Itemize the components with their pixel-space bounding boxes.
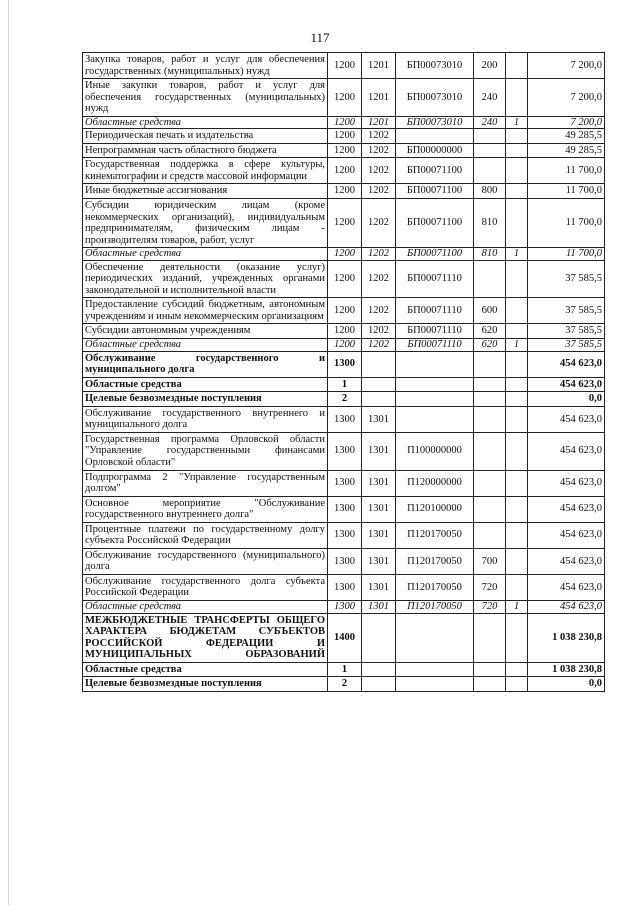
row-name: Субсидии автономным учреждениям xyxy=(83,324,328,339)
row-amount: 37 585,5 xyxy=(528,298,605,324)
row-target-article: БП00071100 xyxy=(396,158,474,184)
table-row xyxy=(83,574,605,600)
row-subsection: 1301 xyxy=(362,496,396,522)
row-amount: 11 700,0 xyxy=(528,184,605,199)
row-expense-type: 810 xyxy=(474,248,506,261)
row-section: 1200 xyxy=(328,143,362,158)
row-section: 2 xyxy=(328,392,362,407)
row-amount: 49 285,5 xyxy=(528,143,605,158)
row-source xyxy=(506,79,528,117)
row-source xyxy=(506,662,528,677)
row-subsection: 1301 xyxy=(362,548,396,574)
row-expense-type: 720 xyxy=(474,574,506,600)
row-target-article: П120170050 xyxy=(396,548,474,574)
row-amount: 454 623,0 xyxy=(528,548,605,574)
row-source: 1 xyxy=(506,600,528,613)
row-expense-type: 800 xyxy=(474,184,506,199)
row-expense-type xyxy=(474,260,506,298)
row-name: Предоставление субсидий бюджетным, автономным учреждениям и иным некоммерческим организациям xyxy=(83,298,328,324)
row-name: Областные средства xyxy=(83,600,328,613)
row-expense-type: 810 xyxy=(474,199,506,248)
row-section: 1300 xyxy=(328,432,362,470)
row-name: Периодическая печать и издательства xyxy=(83,129,328,144)
row-target-article xyxy=(396,129,474,144)
table-row xyxy=(83,53,605,79)
row-name: Государственная программа Орловской области "Управление государственными финансами Орловской области" xyxy=(83,432,328,470)
row-target-article: БП00071100 xyxy=(396,199,474,248)
row-subsection: 1202 xyxy=(362,248,396,261)
row-source xyxy=(506,351,528,377)
row-name: Обеспечение деятельности (оказание услуг) периодических изданий, учрежденных органами законодательной и исполнительной власти xyxy=(83,260,328,298)
row-subsection: 1202 xyxy=(362,143,396,158)
table-row xyxy=(83,613,605,662)
budget-table xyxy=(82,52,605,692)
row-subsection: 1201 xyxy=(362,116,396,129)
row-name: Обслуживание государственного и муниципального долга xyxy=(83,351,328,377)
table-row xyxy=(83,600,605,613)
row-source xyxy=(506,53,528,79)
row-section: 1200 xyxy=(328,53,362,79)
row-expense-type xyxy=(474,662,506,677)
row-section: 1300 xyxy=(328,522,362,548)
row-section: 1200 xyxy=(328,298,362,324)
row-section: 1200 xyxy=(328,116,362,129)
row-source xyxy=(506,677,528,692)
row-subsection: 1201 xyxy=(362,79,396,117)
row-source xyxy=(506,324,528,339)
row-target-article: П120170050 xyxy=(396,522,474,548)
row-amount: 454 623,0 xyxy=(528,522,605,548)
row-target-article xyxy=(396,677,474,692)
row-target-article xyxy=(396,613,474,662)
table-row xyxy=(83,129,605,144)
row-target-article: БП00071110 xyxy=(396,339,474,352)
row-subsection: 1301 xyxy=(362,600,396,613)
row-amount: 7 200,0 xyxy=(528,79,605,117)
row-amount: 37 585,5 xyxy=(528,339,605,352)
row-subsection: 1202 xyxy=(362,158,396,184)
row-section: 1200 xyxy=(328,184,362,199)
row-name: Закупка товаров, работ и услуг для обеспечения государственных (муниципальных) нужд xyxy=(83,53,328,79)
table-row xyxy=(83,392,605,407)
row-section: 2 xyxy=(328,677,362,692)
row-expense-type xyxy=(474,158,506,184)
table-row xyxy=(83,377,605,392)
row-section: 1200 xyxy=(328,248,362,261)
table-row xyxy=(83,548,605,574)
row-section: 1200 xyxy=(328,199,362,248)
table-row xyxy=(83,406,605,432)
row-target-article xyxy=(396,377,474,392)
row-subsection xyxy=(362,392,396,407)
row-target-article xyxy=(396,662,474,677)
row-expense-type xyxy=(474,143,506,158)
row-amount: 454 623,0 xyxy=(528,496,605,522)
row-target-article: БП00071110 xyxy=(396,298,474,324)
row-amount: 49 285,5 xyxy=(528,129,605,144)
row-expense-type xyxy=(474,522,506,548)
row-name: Областные средства xyxy=(83,662,328,677)
row-target-article: П120000000 xyxy=(396,470,474,496)
row-expense-type xyxy=(474,470,506,496)
row-target-article: БП00071100 xyxy=(396,248,474,261)
table-row xyxy=(83,184,605,199)
row-expense-type xyxy=(474,496,506,522)
row-name: Субсидии юридическим лицам (кроме некоммерческих организаций), индивидуальным предпринимателям, физическим лицам - производителям товаров, работ, услуг xyxy=(83,199,328,248)
row-section: 1400 xyxy=(328,613,362,662)
row-subsection: 1301 xyxy=(362,406,396,432)
row-section: 1200 xyxy=(328,79,362,117)
row-source xyxy=(506,199,528,248)
row-target-article: П120170050 xyxy=(396,574,474,600)
row-name: Областные средства xyxy=(83,377,328,392)
row-name: Обслуживание государственного долга субъекта Российской Федерации xyxy=(83,574,328,600)
table-row xyxy=(83,677,605,692)
table-row xyxy=(83,496,605,522)
row-source: 1 xyxy=(506,339,528,352)
row-name: Обслуживание государственного внутреннего и муниципального долга xyxy=(83,406,328,432)
row-subsection xyxy=(362,613,396,662)
row-subsection: 1202 xyxy=(362,199,396,248)
row-name: Обслуживание государственного (муниципального) долга xyxy=(83,548,328,574)
row-amount: 454 623,0 xyxy=(528,351,605,377)
row-subsection: 1202 xyxy=(362,260,396,298)
row-subsection: 1301 xyxy=(362,574,396,600)
row-amount: 1 038 230,8 xyxy=(528,613,605,662)
row-expense-type xyxy=(474,677,506,692)
row-expense-type xyxy=(474,432,506,470)
row-section: 1300 xyxy=(328,600,362,613)
row-name: Подпрограмма 2 "Управление государственным долгом" xyxy=(83,470,328,496)
table-row xyxy=(83,298,605,324)
row-subsection: 1202 xyxy=(362,298,396,324)
table-row xyxy=(83,248,605,261)
row-amount: 0,0 xyxy=(528,677,605,692)
row-expense-type: 240 xyxy=(474,116,506,129)
table-row xyxy=(83,199,605,248)
row-section: 1200 xyxy=(328,339,362,352)
row-expense-type xyxy=(474,392,506,407)
row-expense-type: 620 xyxy=(474,339,506,352)
row-expense-type: 240 xyxy=(474,79,506,117)
row-subsection: 1301 xyxy=(362,432,396,470)
row-expense-type xyxy=(474,351,506,377)
row-subsection xyxy=(362,677,396,692)
row-amount: 37 585,5 xyxy=(528,324,605,339)
row-amount: 454 623,0 xyxy=(528,406,605,432)
row-amount: 7 200,0 xyxy=(528,116,605,129)
row-name: Областные средства xyxy=(83,248,328,261)
row-source xyxy=(506,432,528,470)
row-target-article xyxy=(396,392,474,407)
row-subsection xyxy=(362,662,396,677)
table-row xyxy=(83,324,605,339)
row-target-article: БП00000000 xyxy=(396,143,474,158)
row-subsection: 1201 xyxy=(362,53,396,79)
row-target-article: П120170050 xyxy=(396,600,474,613)
row-target-article: БП00071110 xyxy=(396,324,474,339)
row-expense-type: 200 xyxy=(474,53,506,79)
row-subsection: 1202 xyxy=(362,184,396,199)
row-section: 1300 xyxy=(328,406,362,432)
row-source xyxy=(506,377,528,392)
row-expense-type xyxy=(474,613,506,662)
row-section: 1300 xyxy=(328,548,362,574)
row-section: 1300 xyxy=(328,470,362,496)
row-source xyxy=(506,298,528,324)
table-row xyxy=(83,79,605,117)
row-subsection xyxy=(362,351,396,377)
row-source xyxy=(506,260,528,298)
row-target-article: БП00073010 xyxy=(396,53,474,79)
row-section: 1300 xyxy=(328,496,362,522)
row-name: Иные закупки товаров, работ и услуг для обеспечения государственных (муниципальных) нужд xyxy=(83,79,328,117)
row-amount: 0,0 xyxy=(528,392,605,407)
row-name: МЕЖБЮДЖЕТНЫЕ ТРАНСФЕРТЫ ОБЩЕГО ХАРАКТЕРА БЮДЖЕТАМ СУБЪЕКТОВ РОССИЙСКОЙ ФЕДЕРАЦИИ И МУНИЦИПАЛЬНЫХ ОБРАЗОВАНИЙ xyxy=(83,613,328,662)
row-expense-type: 700 xyxy=(474,548,506,574)
row-source xyxy=(506,143,528,158)
table-row xyxy=(83,522,605,548)
row-name: Целевые безвозмездные поступления xyxy=(83,392,328,407)
row-name: Государственная поддержка в сфере культуры, кинематографии и средств массовой информации xyxy=(83,158,328,184)
row-target-article: БП00071100 xyxy=(396,184,474,199)
row-source xyxy=(506,406,528,432)
table-row xyxy=(83,351,605,377)
row-amount: 37 585,5 xyxy=(528,260,605,298)
row-subsection xyxy=(362,377,396,392)
row-target-article xyxy=(396,406,474,432)
row-expense-type xyxy=(474,129,506,144)
row-subsection: 1301 xyxy=(362,522,396,548)
row-amount: 454 623,0 xyxy=(528,377,605,392)
row-source xyxy=(506,613,528,662)
row-source xyxy=(506,158,528,184)
table-row xyxy=(83,143,605,158)
row-name: Основное мероприятие "Обслуживание государственного внутреннего долга" xyxy=(83,496,328,522)
row-amount: 11 700,0 xyxy=(528,199,605,248)
row-source xyxy=(506,522,528,548)
table-row xyxy=(83,432,605,470)
row-source xyxy=(506,496,528,522)
row-name: Областные средства xyxy=(83,116,328,129)
row-target-article: БП00071110 xyxy=(396,260,474,298)
table-row xyxy=(83,662,605,677)
row-section: 1200 xyxy=(328,260,362,298)
row-amount: 7 200,0 xyxy=(528,53,605,79)
row-target-article xyxy=(396,351,474,377)
row-section: 1200 xyxy=(328,324,362,339)
row-section: 1 xyxy=(328,662,362,677)
row-expense-type: 720 xyxy=(474,600,506,613)
row-name: Непрограммная часть областного бюджета xyxy=(83,143,328,158)
row-target-article: П120100000 xyxy=(396,496,474,522)
table-row xyxy=(83,158,605,184)
row-section: 1200 xyxy=(328,158,362,184)
row-target-article: БП00073010 xyxy=(396,116,474,129)
row-amount: 11 700,0 xyxy=(528,248,605,261)
row-section: 1200 xyxy=(328,129,362,144)
scan-edge-line xyxy=(8,0,9,905)
row-name: Иные бюджетные ассигнования xyxy=(83,184,328,199)
row-name: Областные средства xyxy=(83,339,328,352)
row-amount: 454 623,0 xyxy=(528,574,605,600)
table-row xyxy=(83,116,605,129)
row-subsection: 1202 xyxy=(362,324,396,339)
row-amount: 454 623,0 xyxy=(528,470,605,496)
row-expense-type: 600 xyxy=(474,298,506,324)
row-section: 1300 xyxy=(328,351,362,377)
row-source xyxy=(506,184,528,199)
row-section: 1 xyxy=(328,377,362,392)
row-amount: 11 700,0 xyxy=(528,158,605,184)
row-expense-type xyxy=(474,406,506,432)
row-source xyxy=(506,548,528,574)
row-target-article: БП00073010 xyxy=(396,79,474,117)
row-subsection: 1202 xyxy=(362,339,396,352)
row-source xyxy=(506,470,528,496)
row-amount: 454 623,0 xyxy=(528,432,605,470)
row-source xyxy=(506,129,528,144)
row-expense-type xyxy=(474,377,506,392)
row-source xyxy=(506,574,528,600)
row-expense-type: 620 xyxy=(474,324,506,339)
row-name: Процентные платежи по государственному долгу субъекта Российской Федерации xyxy=(83,522,328,548)
table-row xyxy=(83,339,605,352)
row-source xyxy=(506,392,528,407)
page-number: 117 xyxy=(310,30,330,45)
table-row xyxy=(83,260,605,298)
row-source: 1 xyxy=(506,248,528,261)
row-amount: 1 038 230,8 xyxy=(528,662,605,677)
row-name: Целевые безвозмездные поступления xyxy=(83,677,328,692)
row-target-article: П100000000 xyxy=(396,432,474,470)
row-section: 1300 xyxy=(328,574,362,600)
row-subsection: 1202 xyxy=(362,129,396,144)
table-row xyxy=(83,470,605,496)
row-amount: 454 623,0 xyxy=(528,600,605,613)
row-subsection: 1301 xyxy=(362,470,396,496)
row-source: 1 xyxy=(506,116,528,129)
